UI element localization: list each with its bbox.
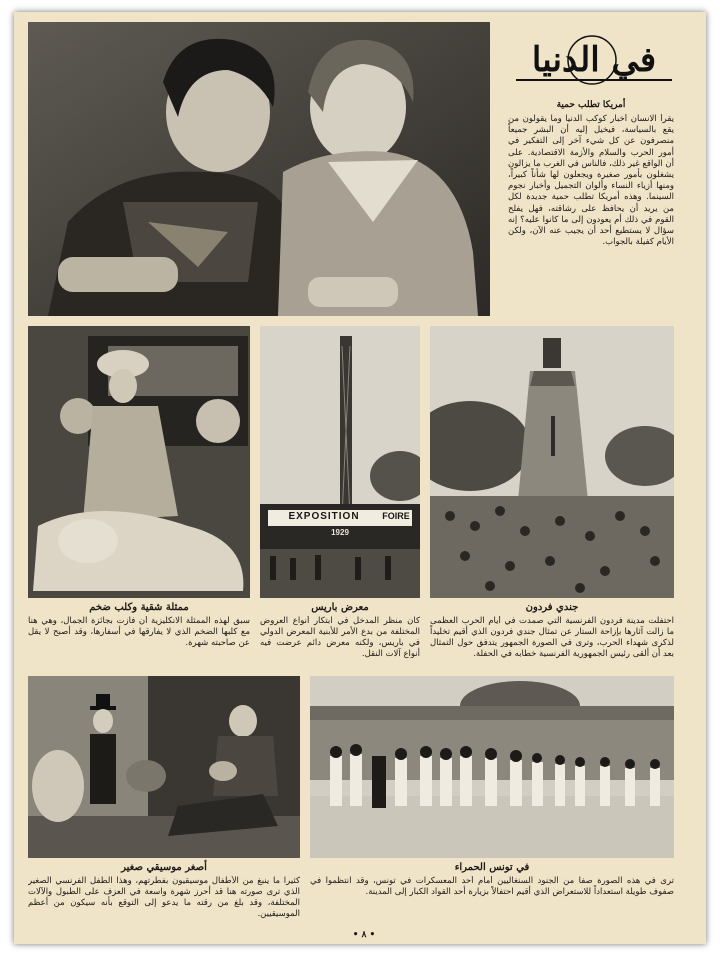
section-masthead (514, 34, 674, 86)
caption-body-exposition: كان منظر المدخل في ابتكار أنواع العروض المختلفة من بدع الأمر للأبنية المعرض الدولي في باريس، ولكنه معرض دائم عرضت فيه أنواع آلات النقل. (260, 616, 420, 659)
side-article-body: يقرأ الانسان أخبار كوكب الدنيا وما يقولون من يقع بالسياسة، فيخيل إليه أن البشر جميعاً منصرفون عن كل شيء آخر إلى التفكير في أمور الحرب والسلام والأزمة الاقتصادية. على أن الواقع غير ذلك، فالناس في الغرب ما يزالون يشغلون بأمور صغيرة ويجعلون لها شأناً كبيراً، ومنها أزياء النساء وألوان التجميل وأخبار نجوم السينما. وهذه أمريكا تطلب حمية جديدة لكل من يريد أن يحافظ على رشاقته، فهل يفلح القوم في ذلك أم يعودون إلى ما كانوا عليه؟ إنه سؤال لا يستطيع أحد أن يجيب عنه الآن، ولكن الأيام كفيلة بالجواب. (508, 114, 674, 248)
side-subtitle: أمريكا تطلب حمية (556, 100, 626, 110)
exposition-sign-foire: FOIRE (382, 511, 410, 521)
section-title: في الدنيا (531, 40, 657, 80)
caption-body-soldiers: ترى في هذه الصورة صفاً من الجنود السنغاليين أمام أحد المعسكرات في تونس، وقد انتظموا في صفوف طويلة استعداداً للاستعراض الذي أقيم احتفالاً بزيارة أحد القواد الكبار إلى المدينة. (310, 876, 674, 897)
caption-body-dog: سبق لهذه الممثلة الانكليزية أن فازت بجائزة الجمال، وهي هنا مع كلبها الضخم الذي لا يفارقها في أسفارها، وقد أصبح لا يقل عن صاحبته شهرة. (28, 616, 250, 648)
photo-young-musician (28, 676, 300, 858)
magazine-page (14, 12, 706, 944)
caption-body-musician: كثيراً ما ينبغ من الأطفال موسيقيون بفطرتهم، وهذا الطفل الفرنسي الصغير الذي ترى صورته هنا قد أحرز شهرة واسعة في العزف على الطبول والآلات المختلفة، وقد بلغ من رقته ما يدعو إلى التوقع بأنه سيكون من أعظم الموسيقيين. (28, 876, 300, 919)
exposition-sign-text: EXPOSITION (288, 511, 360, 522)
photo-exposition-tower (260, 326, 420, 598)
caption-title-verdun: جندي فردون (525, 602, 579, 613)
caption-title-soldiers: في تونس الحمراء (454, 862, 530, 873)
page-number: • ٨ • (352, 930, 376, 940)
caption-title-dog: ممثلة شقية وكلب ضخم (89, 602, 189, 613)
photo-verdun-monument (430, 326, 674, 598)
caption-title-musician: أصغر موسيقي صغير (121, 862, 207, 873)
exposition-sign-year: 1929 (331, 528, 349, 537)
photo-soldiers-tunis (310, 676, 674, 858)
caption-body-verdun: احتفلت مدينة فردون الفرنسية التي صمدت في أيام الحرب العظمى ما زالت آثارها بإزاحة الستار عن تمثال جندي فردون الذي أقيم تخليداً لذكرى شهداء الحرب، وترى في الصورة الجمهور يتدفق حول التمثال بعد أن ألقى رئيس الجمهورية الفرنسية خطابه في الحفلة. (430, 616, 674, 659)
photo-actresses (28, 22, 490, 316)
photo-actress-with-dog (28, 326, 250, 598)
caption-title-exposition: معرض باريس (311, 602, 369, 613)
